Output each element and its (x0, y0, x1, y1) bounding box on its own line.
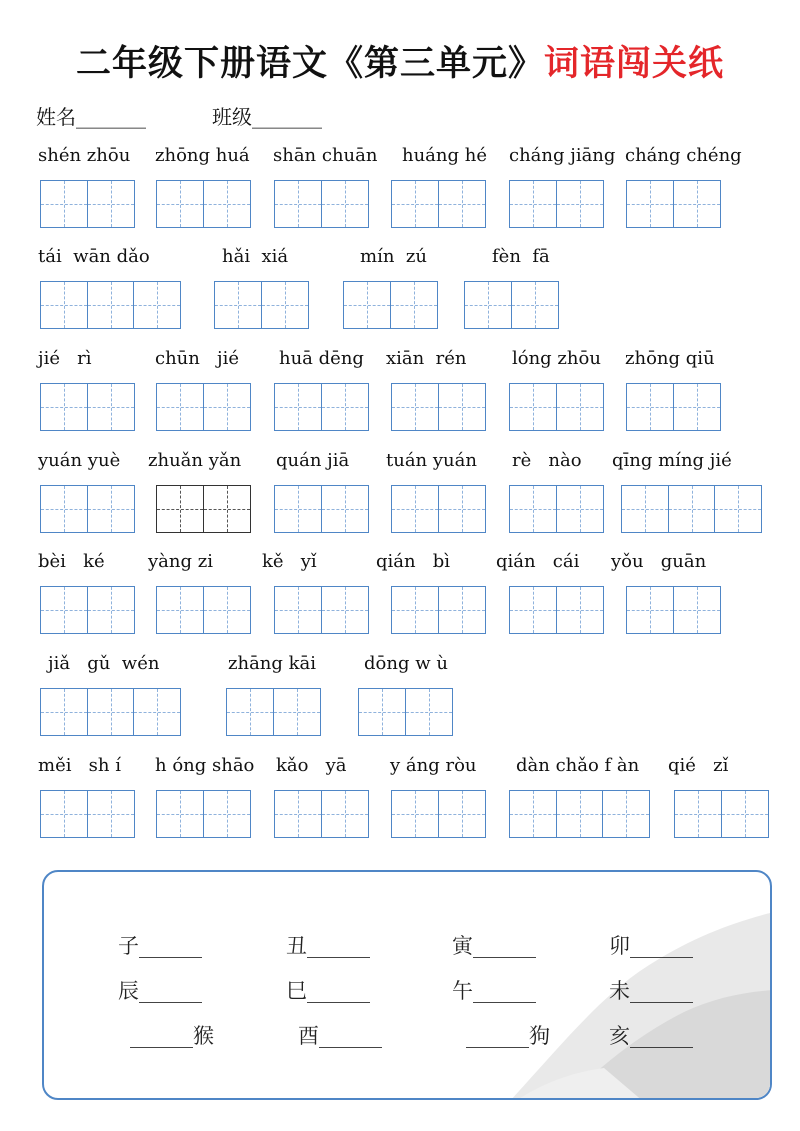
writing-cell[interactable] (509, 586, 557, 634)
pinyin-label: lóng zhōu (512, 348, 601, 369)
writing-grid[interactable] (391, 586, 484, 634)
zodiac-blank[interactable]: 子______ (118, 934, 202, 958)
writing-cell[interactable] (321, 586, 369, 634)
writing-cell[interactable] (274, 180, 322, 228)
writing-cell[interactable] (321, 790, 369, 838)
writing-grid[interactable] (274, 180, 367, 228)
writing-cell[interactable] (405, 688, 453, 736)
writing-cell[interactable] (391, 180, 439, 228)
pinyin-label: jiǎ gǔ wén (48, 653, 160, 674)
writing-grid[interactable] (674, 790, 767, 838)
writing-cell[interactable] (438, 485, 486, 533)
writing-cell[interactable] (621, 485, 669, 533)
pinyin-label: zhāng kāi (228, 653, 317, 674)
writing-cell[interactable] (40, 790, 88, 838)
writing-cell[interactable] (156, 586, 204, 634)
writing-cell[interactable] (391, 586, 439, 634)
zodiac-blank[interactable]: 丑______ (286, 934, 370, 958)
writing-cell[interactable] (391, 383, 439, 431)
pinyin-label: qīng míng jié (612, 450, 732, 471)
writing-cell[interactable] (556, 790, 604, 838)
writing-cell[interactable] (511, 281, 559, 329)
writing-grid[interactable] (274, 383, 367, 431)
writing-grid[interactable] (156, 586, 249, 634)
class-field[interactable]: 班级_______ (212, 105, 322, 129)
writing-cell[interactable] (321, 485, 369, 533)
zodiac-blank[interactable]: 亥______ (609, 1024, 693, 1048)
pinyin-label: qián cái (496, 551, 580, 572)
zodiac-blank[interactable]: 辰______ (118, 979, 202, 1003)
writing-cell[interactable] (87, 790, 135, 838)
writing-grid[interactable] (391, 180, 484, 228)
writing-cell[interactable] (40, 281, 88, 329)
writing-cell[interactable] (203, 383, 251, 431)
zodiac-blank[interactable]: 未______ (609, 979, 693, 1003)
pinyin-label: shén zhōu (38, 145, 131, 166)
writing-cell[interactable] (273, 688, 321, 736)
writing-cell[interactable] (203, 586, 251, 634)
writing-cell[interactable] (438, 383, 486, 431)
writing-grid[interactable] (156, 383, 249, 431)
writing-cell[interactable] (133, 688, 181, 736)
writing-grid[interactable] (391, 383, 484, 431)
writing-grid[interactable] (391, 485, 484, 533)
writing-cell[interactable] (602, 790, 650, 838)
page-title (0, 36, 800, 86)
zodiac-blank[interactable]: 巳______ (286, 979, 370, 1003)
writing-grid[interactable] (626, 180, 719, 228)
pinyin-label: tuán yuán (386, 450, 477, 471)
writing-grid[interactable] (40, 586, 133, 634)
pinyin-label: fèn fā (492, 246, 550, 267)
zodiac-blank[interactable]: ______猴 (130, 1024, 214, 1048)
writing-cell[interactable] (274, 586, 322, 634)
writing-grid[interactable] (621, 485, 761, 533)
writing-cell[interactable] (626, 180, 674, 228)
writing-cell[interactable] (40, 586, 88, 634)
writing-cell[interactable] (40, 688, 88, 736)
writing-cell[interactable] (87, 688, 135, 736)
pinyin-label: dàn chǎo f àn (516, 755, 640, 776)
writing-cell[interactable] (40, 180, 88, 228)
writing-cell[interactable] (87, 586, 135, 634)
writing-grid[interactable] (509, 586, 602, 634)
writing-cell[interactable] (226, 688, 274, 736)
writing-cell[interactable] (714, 485, 762, 533)
writing-grid[interactable] (40, 790, 133, 838)
writing-cell[interactable] (556, 180, 604, 228)
pinyin-label: bèi ké (38, 551, 105, 572)
writing-grid[interactable] (509, 485, 602, 533)
writing-grid[interactable] (343, 281, 436, 329)
writing-cell[interactable] (203, 790, 251, 838)
writing-cell[interactable] (626, 586, 674, 634)
writing-cell[interactable] (274, 485, 322, 533)
writing-cell[interactable] (509, 790, 557, 838)
writing-cell[interactable] (556, 586, 604, 634)
writing-cell[interactable] (673, 586, 721, 634)
writing-cell[interactable] (40, 383, 88, 431)
title-highlight: 词语闯关纸 (544, 44, 725, 84)
pinyin-label: kǎo yā (276, 755, 347, 776)
pinyin-label: y áng ròu (390, 755, 477, 776)
writing-cell[interactable] (87, 485, 135, 533)
writing-cell[interactable] (274, 790, 322, 838)
writing-cell[interactable] (556, 485, 604, 533)
writing-cell[interactable] (438, 180, 486, 228)
pinyin-label: yuán yuè (38, 450, 121, 471)
zodiac-blank[interactable]: 寅______ (452, 934, 536, 958)
writing-cell[interactable] (87, 383, 135, 431)
writing-grid[interactable] (274, 485, 367, 533)
writing-cell[interactable] (721, 790, 769, 838)
writing-cell[interactable] (438, 586, 486, 634)
writing-grid[interactable] (464, 281, 557, 329)
writing-cell[interactable] (133, 281, 181, 329)
writing-grid[interactable] (40, 485, 133, 533)
writing-cell[interactable] (40, 485, 88, 533)
writing-cell[interactable] (156, 485, 204, 533)
writing-grid[interactable] (626, 383, 719, 431)
writing-grid[interactable] (156, 485, 249, 533)
pinyin-label: shān chuān (273, 145, 378, 166)
writing-cell[interactable] (509, 180, 557, 228)
writing-cell[interactable] (156, 383, 204, 431)
writing-cell[interactable] (358, 688, 406, 736)
pinyin-label: cháng chéng (625, 145, 742, 166)
writing-grid[interactable] (509, 180, 602, 228)
writing-cell[interactable] (156, 180, 204, 228)
writing-grid[interactable] (274, 586, 367, 634)
writing-grid[interactable] (40, 281, 180, 329)
pinyin-label: mín zú (360, 246, 427, 267)
pinyin-label: tái wān dǎo (38, 246, 150, 267)
pinyin-label: qián bì (376, 551, 451, 572)
writing-cell[interactable] (321, 383, 369, 431)
writing-grid[interactable] (156, 180, 249, 228)
writing-grid[interactable] (214, 281, 307, 329)
writing-grid[interactable] (626, 586, 719, 634)
writing-cell[interactable] (390, 281, 438, 329)
writing-cell[interactable] (668, 485, 716, 533)
pinyin-label: dōng w ù (364, 653, 448, 674)
pinyin-label: jié rì (38, 348, 92, 369)
zodiac-blank[interactable]: 卯______ (609, 934, 693, 958)
writing-cell[interactable] (343, 281, 391, 329)
writing-cell[interactable] (214, 281, 262, 329)
pinyin-label: cháng jiāng (509, 145, 616, 166)
writing-cell[interactable] (438, 790, 486, 838)
writing-cell[interactable] (674, 790, 722, 838)
zodiac-blank[interactable]: 酉______ (298, 1024, 382, 1048)
writing-grid[interactable] (226, 688, 319, 736)
writing-grid[interactable] (40, 383, 133, 431)
pinyin-label: xiān rén (386, 348, 467, 369)
writing-cell[interactable] (673, 383, 721, 431)
writing-grid[interactable] (391, 790, 484, 838)
writing-cell[interactable] (556, 383, 604, 431)
writing-grid[interactable] (509, 790, 649, 838)
pinyin-label: yǒu guān (611, 551, 707, 572)
writing-cell[interactable] (274, 383, 322, 431)
writing-cell[interactable] (87, 180, 135, 228)
writing-cell[interactable] (509, 383, 557, 431)
writing-cell[interactable] (321, 180, 369, 228)
pinyin-label: zhōng qiū (625, 348, 715, 369)
zodiac-blank[interactable]: 午______ (452, 979, 536, 1003)
writing-cell[interactable] (673, 180, 721, 228)
writing-cell[interactable] (391, 790, 439, 838)
writing-grid[interactable] (358, 688, 451, 736)
pinyin-label: zhuǎn yǎn (148, 450, 242, 471)
writing-grid[interactable] (40, 688, 180, 736)
pinyin-label: yàng zi (148, 551, 213, 572)
pinyin-label: kě yǐ (262, 551, 317, 572)
writing-cell[interactable] (87, 281, 135, 329)
pinyin-label: quán jiā (276, 450, 350, 471)
pinyin-label: zhōng huá (155, 145, 250, 166)
writing-cell[interactable] (464, 281, 512, 329)
writing-grid[interactable] (40, 180, 133, 228)
pinyin-label: qié zǐ (668, 755, 729, 776)
pinyin-label: hǎi xiá (222, 246, 289, 267)
writing-cell[interactable] (203, 485, 251, 533)
writing-cell[interactable] (261, 281, 309, 329)
writing-grid[interactable] (274, 790, 367, 838)
pinyin-label: huáng hé (402, 145, 487, 166)
pinyin-label: huā dēng (279, 348, 364, 369)
pinyin-label: rè nào (512, 450, 582, 471)
writing-cell[interactable] (203, 180, 251, 228)
zodiac-blank[interactable]: ______狗 (466, 1024, 550, 1048)
writing-grid[interactable] (156, 790, 249, 838)
writing-cell[interactable] (156, 790, 204, 838)
title-main: 二年级下册语文《第三单元》 (75, 44, 544, 84)
writing-cell[interactable] (626, 383, 674, 431)
writing-cell[interactable] (509, 485, 557, 533)
writing-cell[interactable] (391, 485, 439, 533)
name-field[interactable]: 姓名_______ (36, 105, 146, 129)
pinyin-label: měi sh í (38, 755, 121, 776)
pinyin-label: chūn jié (155, 348, 240, 369)
writing-grid[interactable] (509, 383, 602, 431)
pinyin-label: h óng shāo (155, 755, 255, 776)
